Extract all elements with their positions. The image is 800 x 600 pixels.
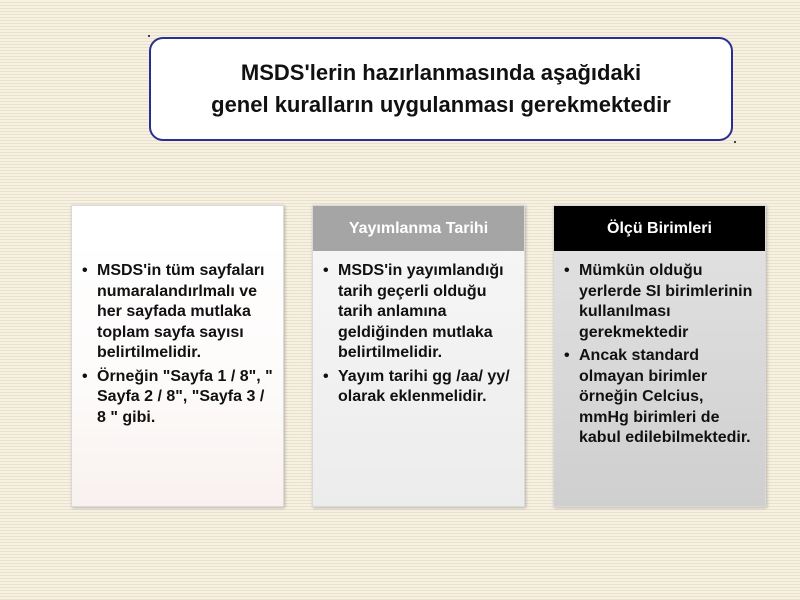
list-item-text: MSDS'in yayımlandığı tarih geçerli olduğu tarih anlamına geldiğinden mutlaka belirtilmelidir. xyxy=(338,262,504,361)
list-item-text: Mümkün olduğu yerlerde SI birimlerinin kullanılması gerekmektedir xyxy=(579,262,753,341)
bullet-icon: • xyxy=(323,367,329,385)
corner-dot-top-left xyxy=(148,35,150,37)
bullet-icon: • xyxy=(82,262,88,279)
list-item xyxy=(81,367,275,429)
card-publication-date xyxy=(312,205,525,507)
list-item xyxy=(563,261,757,343)
list-item-text: Örneğin "Sayfa 1 / 8", " Sayfa 2 / 8", "Sayfa 3 / 8 " gibi. xyxy=(97,367,273,426)
title-box xyxy=(149,37,733,141)
bullet-list xyxy=(563,261,757,449)
bullet-icon: • xyxy=(564,347,570,364)
card-units xyxy=(553,205,766,507)
bullet-icon: • xyxy=(564,262,570,279)
bullet-list xyxy=(322,261,516,408)
title-line-2: genel kuralların uygulanması gerekmektedir xyxy=(211,92,671,117)
list-item xyxy=(563,346,757,449)
card-body xyxy=(313,251,524,408)
card-body xyxy=(554,251,765,449)
card-page-numbering xyxy=(71,205,284,507)
bullet-list xyxy=(81,261,275,428)
list-item-text: MSDS'in tüm sayfaları numaralandırlmalı ve her sayfada mutlaka toplam sayfa sayısı belirtilmelidir. xyxy=(97,262,265,361)
card-header xyxy=(313,206,524,251)
bullet-icon: • xyxy=(323,262,329,279)
bullet-icon: • xyxy=(82,367,88,385)
card-header-label: Yayımlanma Tarihi xyxy=(348,219,489,237)
card-header: Ölçü Birimleri xyxy=(554,206,765,251)
card-header xyxy=(72,206,283,251)
title-line-1: MSDS'lerin hazırlanmasında aşağıdaki xyxy=(240,60,642,85)
list-item-text: Ancak standard olmayan birimler örneğin Celcius, mmHg birimleri de kabul edilebilmektedir. xyxy=(579,347,751,446)
list-item xyxy=(81,261,275,364)
card-body xyxy=(72,251,283,428)
list-item xyxy=(322,261,516,364)
corner-dot-bottom-right xyxy=(734,141,736,143)
list-item-text: Yayım tarihi gg /aa/ yy/ olarak eklenmelidir. xyxy=(338,367,510,405)
list-item xyxy=(322,367,516,408)
